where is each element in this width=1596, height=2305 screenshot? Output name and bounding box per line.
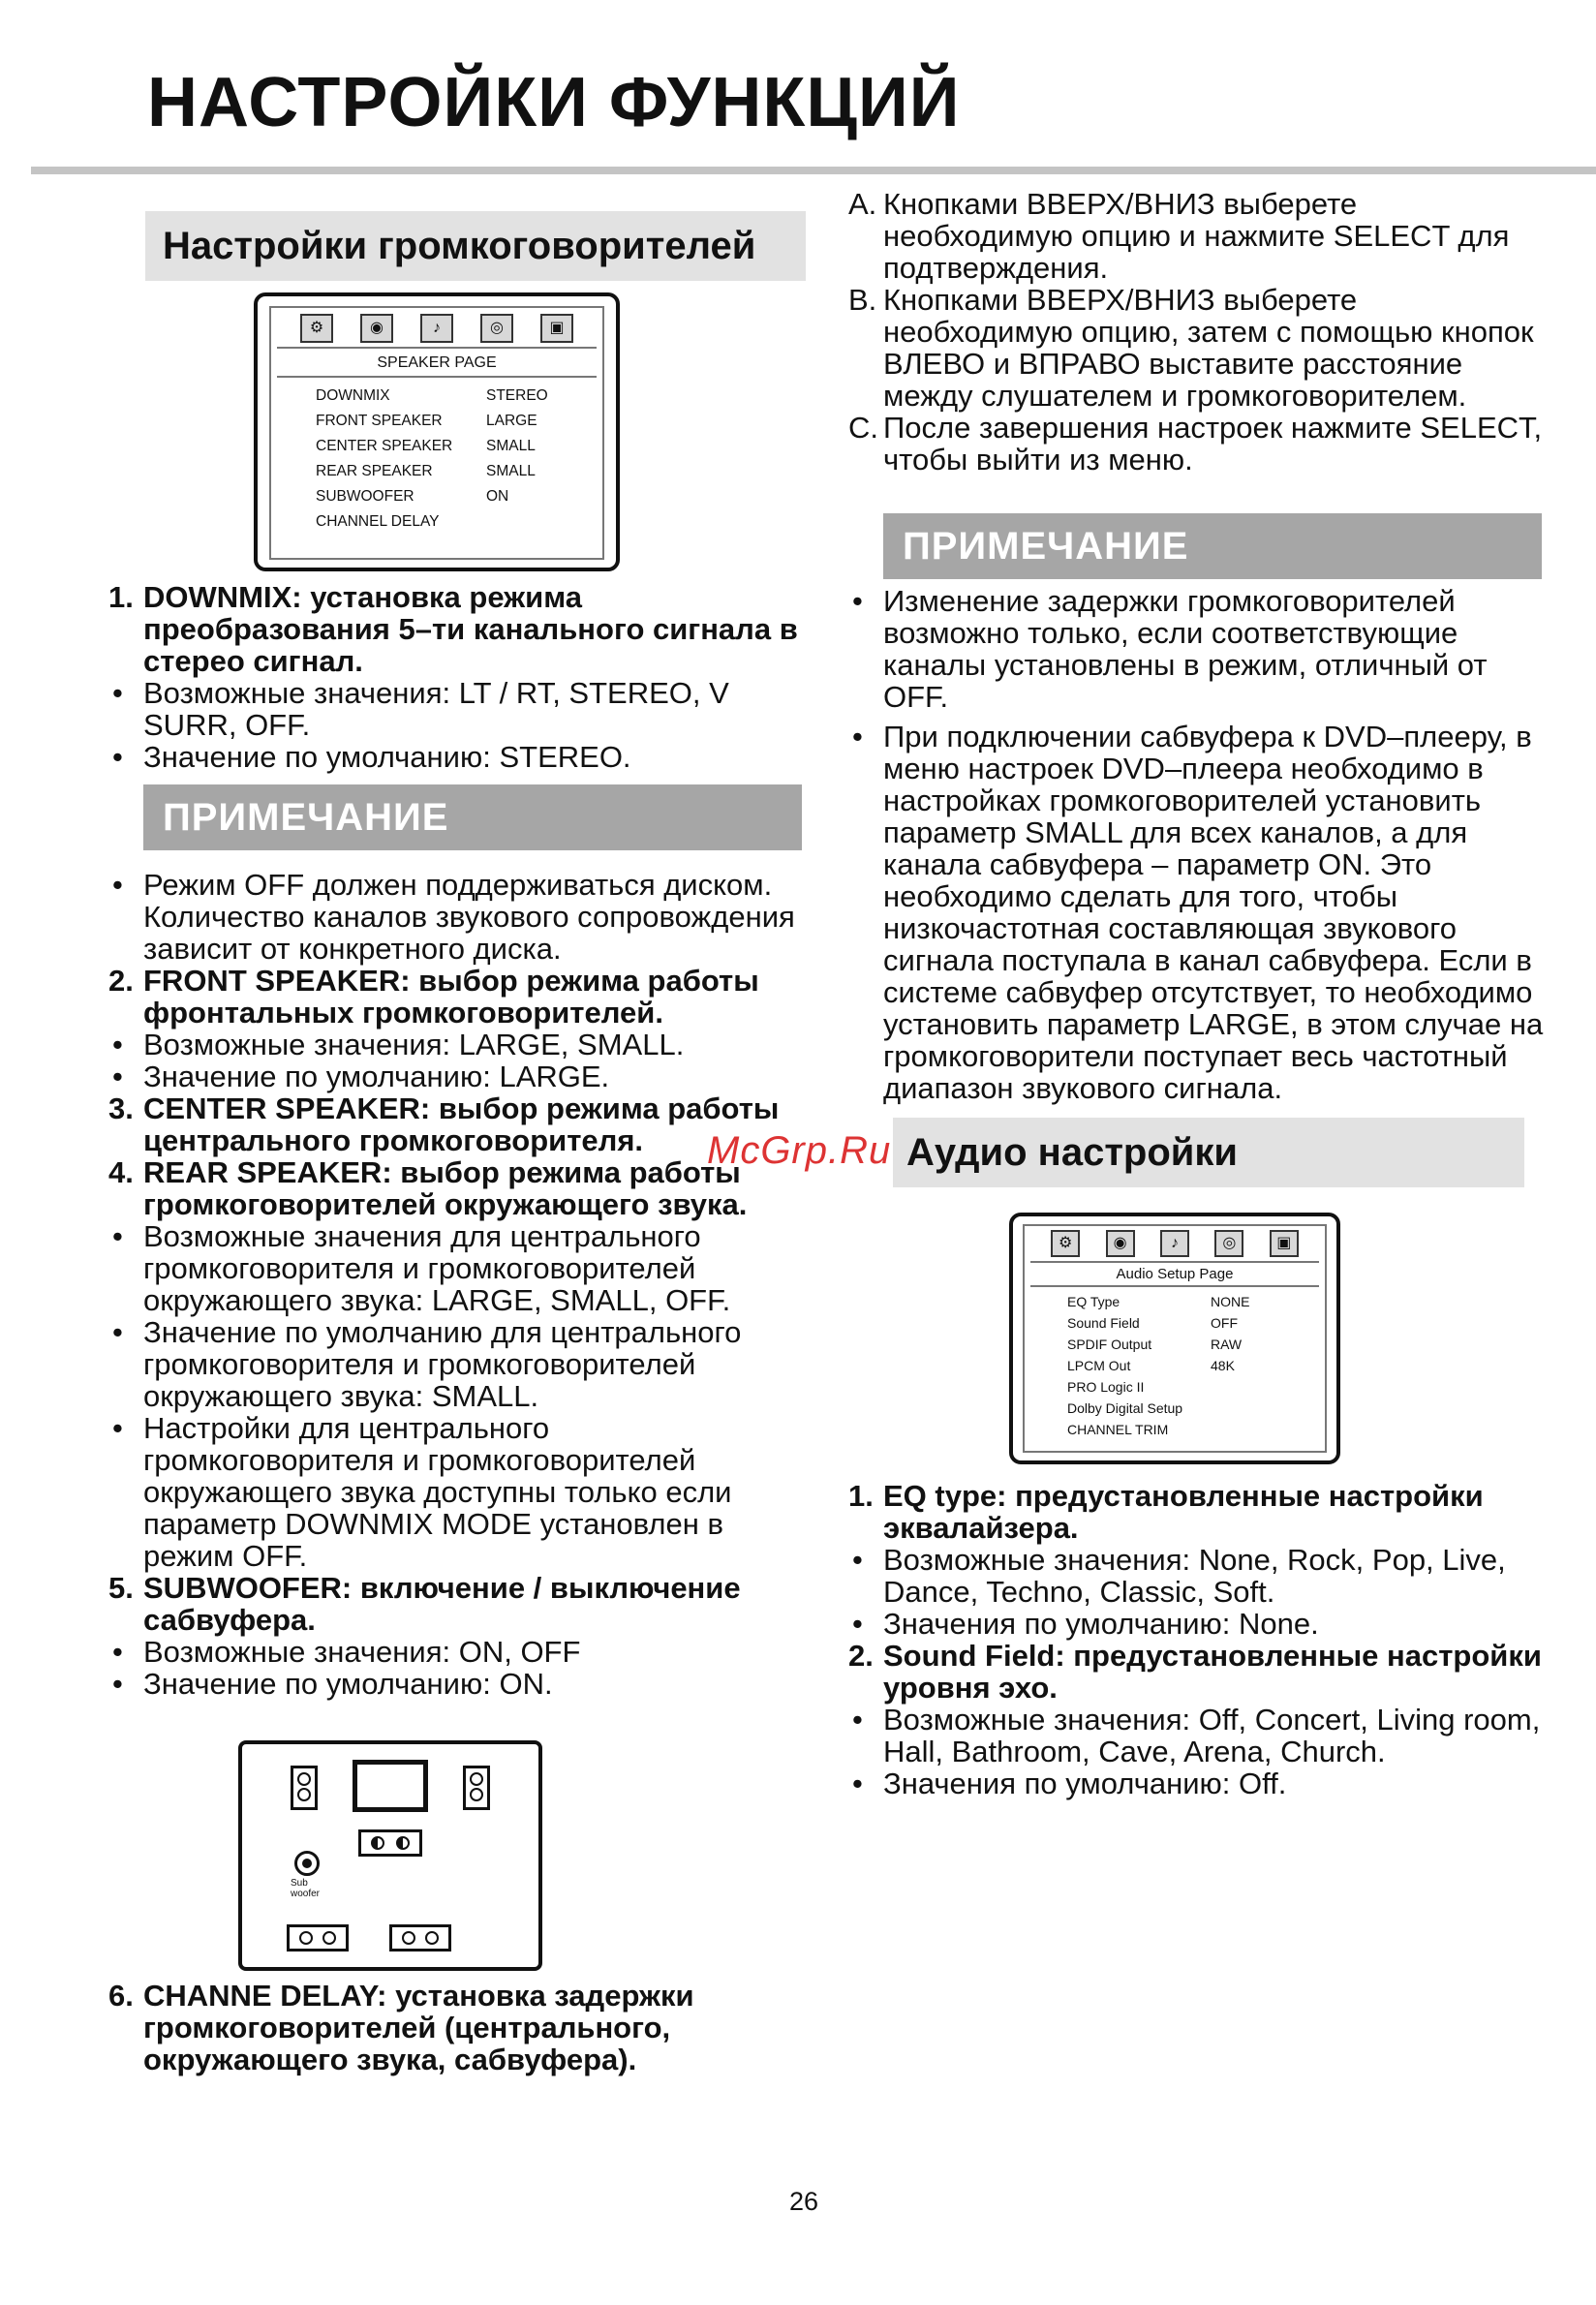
osd-row[interactable]: SPDIF Output RAW	[1067, 1337, 1243, 1352]
osd-row[interactable]: SUBWOOFER ON	[316, 488, 509, 505]
bullet-item: • При подключении сабвуфера к DVD–плееру, в меню настроек DVD–плеера необходимо в настройках громкоговорителей установить параметр SMALL для всех каналов, а для канала сабвуфера – параметр ON. Это необходимо сделать для того, чтобы низкочастотная составляющая звукового сигнала поступала в канал сабвуфера. Если в системе сабвуфер отсутствует, то необходимо установить параметр LARGE, в этом случае на громкоговорители поступает весь частотный диапазон звукового сигнала.	[848, 721, 1551, 1104]
title-divider	[31, 167, 1596, 174]
osd-row[interactable]: Dolby Digital Setup	[1067, 1400, 1183, 1416]
speaker-icon: ◉	[360, 314, 393, 343]
bullet-item: • Значение по умолчанию: LARGE.	[108, 1060, 806, 1092]
bullet-item: • Возможные значения для центрального громкоговорителя и громкоговорителей окружающего звука: LARGE, SMALL, OFF.	[108, 1220, 806, 1316]
bullet-item: • Значения по умолчанию: None.	[848, 1608, 1551, 1640]
osd-menu	[271, 378, 602, 535]
audio-icon: ♪	[1160, 1230, 1189, 1257]
list-item: 3. CENTER SPEAKER: выбор режима работы центрального громкоговорителя.	[108, 1091, 780, 1157]
list-item: 2. Sound Field: предустановленные настройки уровня эхо.	[848, 1639, 1542, 1705]
list-item: 5. SUBWOOFER: включение / выключение сабвуфера.	[108, 1571, 741, 1637]
osd-row[interactable]: FRONT SPEAKER LARGE	[316, 413, 537, 429]
audio-setup-screen	[1009, 1213, 1340, 1464]
step-item: C. После завершения настроек нажмите SELECT, чтобы выйти из меню.	[848, 411, 1543, 476]
speaker-items-block	[108, 869, 806, 1700]
steps-block	[848, 188, 1551, 476]
osd-row[interactable]: CENTER SPEAKER SMALL	[316, 438, 536, 454]
bullet-item: • Возможные значения: ON, OFF	[108, 1636, 806, 1668]
osd-row[interactable]: REAR SPEAKER SMALL	[316, 463, 536, 479]
osd-row[interactable]: LPCM Out 48K	[1067, 1358, 1235, 1373]
watermark: McGrp.Ru	[707, 1129, 892, 1172]
audio-items-block	[848, 1480, 1551, 1799]
settings-icon: ⚙	[300, 314, 333, 343]
bullet-item: • Возможные значения: None, Rock, Pop, Live, Dance, Techno, Classic, Soft.	[848, 1544, 1551, 1608]
list-item: 6. CHANNE DELAY: установка задержки громкоговорителей (центрального, окружающего звука, сабвуфера).	[108, 1979, 694, 2076]
bullet-item: • Настройки для центрального громкоговорителя и громкоговорителей окружающего звука доступны только если параметр DOWNMIX MODE установлен в режим OFF.	[108, 1412, 806, 1572]
subwoofer-icon	[294, 1851, 320, 1876]
osd-header: Audio Setup Page	[1116, 1266, 1234, 1282]
note-heading: ПРИМЕЧАНИЕ	[883, 513, 1542, 579]
bullet-item: • Возможные значения: LARGE, SMALL.	[108, 1029, 806, 1060]
display-icon: ▣	[540, 314, 573, 343]
bullet-item: • Значения по умолчанию: Off.	[848, 1767, 1551, 1799]
step-item: B. Кнопками ВВЕРХ/ВНИЗ выберете необходимую опцию, затем с помощью кнопок ВЛЕВО и ВПРАВО выставите расстояние между слушателем и громкоговорителем.	[848, 283, 1534, 413]
speaker-icon: ◉	[1106, 1230, 1135, 1257]
step-item: A. Кнопками ВВЕРХ/ВНИЗ выберете необходимую опцию и нажмите SELECT для подтверждения.	[848, 187, 1510, 285]
speaker-layout-diagram	[238, 1740, 542, 1971]
bullet-item: • Значение по умолчанию: ON.	[108, 1668, 806, 1700]
tv-screen-icon	[353, 1760, 428, 1812]
rear-left-speaker-icon	[287, 1924, 349, 1952]
rear-right-speaker-icon	[389, 1924, 451, 1952]
bullet-item: • Значение по умолчанию для центрального громкоговорителя и громкоговорителей окружающего звука: SMALL.	[108, 1316, 806, 1412]
list-item: 2. FRONT SPEAKER: выбор режима работы фронтальных громкоговорителей.	[108, 964, 759, 1030]
osd-header: SPEAKER PAGE	[377, 354, 497, 371]
center-speaker-icon	[358, 1829, 422, 1857]
list-item: 1. DOWNMIX: установка режима преобразования 5–ти канального сигнала в стерео сигнал.	[108, 580, 798, 678]
osd-row[interactable]: Sound Field OFF	[1067, 1315, 1238, 1331]
disc-icon: ◎	[480, 314, 513, 343]
downmix-block	[108, 581, 806, 773]
front-right-speaker-icon	[463, 1766, 490, 1810]
bullet-item: • Возможные значения: LT / RT, STEREO, V SURR, OFF.	[108, 677, 806, 741]
osd-row[interactable]: CHANNEL TRIM	[1067, 1422, 1169, 1437]
channel-delay-block	[108, 1980, 806, 2075]
page-number: 26	[788, 2187, 819, 2216]
note-heading: ПРИМЕЧАНИЕ	[143, 784, 802, 850]
bullet-item: • Изменение задержки громкоговорителей возможно только, если соответствующие каналы установлены в режим, отличный от OFF.	[848, 585, 1551, 713]
settings-icon: ⚙	[1051, 1230, 1080, 1257]
list-item: 4. REAR SPEAKER: выбор режима работы громкоговорителей окружающего звука.	[108, 1155, 748, 1221]
page-title: НАСТРОЙКИ ФУНКЦИЙ	[147, 64, 961, 141]
osd-row[interactable]: DOWNMIX STEREO	[316, 387, 548, 404]
disc-icon: ◎	[1214, 1230, 1243, 1257]
bullet-item: • Возможные значения: Off, Concert, Living room, Hall, Bathroom, Cave, Arena, Church.	[848, 1704, 1551, 1767]
bullet-item: • Режим OFF должен поддерживаться диском. Количество каналов звукового сопровождения зависит от конкретного диска.	[108, 869, 806, 965]
subwoofer-label: Sub woofer	[291, 1878, 321, 1899]
speaker-page-screen	[254, 292, 620, 571]
note-block	[848, 585, 1551, 1104]
speaker-settings-heading: Настройки громкоговорителей	[145, 211, 806, 281]
display-icon: ▣	[1270, 1230, 1299, 1257]
osd-row[interactable]: PRO Logic II	[1067, 1379, 1145, 1395]
osd-row[interactable]: EQ Type NONE	[1067, 1294, 1250, 1309]
osd-row[interactable]: CHANNEL DELAY	[316, 513, 440, 530]
list-item: 1. EQ type: предустановленные настройки эквалайзера.	[848, 1479, 1484, 1545]
bullet-item: • Значение по умолчанию: STEREO.	[108, 741, 806, 773]
front-left-speaker-icon	[291, 1766, 318, 1810]
osd-menu	[1025, 1287, 1325, 1440]
audio-settings-heading: Аудио настройки	[893, 1118, 1524, 1187]
audio-icon: ♪	[420, 314, 453, 343]
